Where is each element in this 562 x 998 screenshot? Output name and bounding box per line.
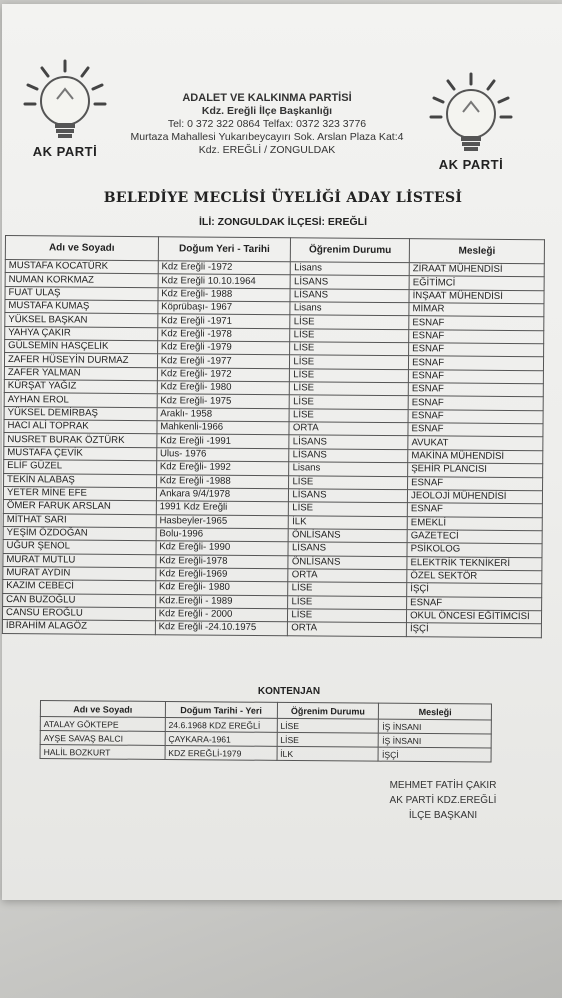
- cell-birth: Kdz Ereğli-1969: [156, 568, 289, 582]
- bulb-icon: [426, 72, 516, 156]
- cell-name: HALİL BOZKURT: [40, 745, 165, 760]
- cell-birth: 24.6.1968 KDZ EREĞLİ: [165, 717, 277, 732]
- logo-text: AK PARTİ: [32, 144, 98, 159]
- cell-birth: Kdz Ereğli -1991: [157, 434, 290, 448]
- cell-name: YÜKSEL DEMİRBAŞ: [4, 406, 157, 421]
- cell-education: LİSE: [277, 732, 379, 747]
- org-name: ADALET VE KALKINMA PARTİSİ: [182, 92, 352, 104]
- cell-name: UĞUR ŞENOL: [3, 540, 156, 555]
- cell-birth: Hasbeyler-1965: [156, 514, 289, 528]
- logo-text: AK PARTİ: [438, 157, 504, 172]
- cell-birth: Araklı- 1958: [157, 407, 290, 421]
- cell-birth: Kdz Ereğli -1988: [156, 474, 289, 488]
- cell-occupation: JEOLOJİ MÜHENDİSİ: [407, 490, 542, 504]
- cell-birth: Kdz Ereğli -1971: [157, 314, 290, 328]
- cell-name: MURAT AYDIN: [3, 566, 156, 581]
- cell-occupation: ZİRAAT MÜHENDİSİ: [409, 263, 544, 277]
- cell-name: CANSU EROĞLU: [2, 606, 155, 621]
- cell-occupation: ELEKTRİK TEKNİKERİ: [407, 556, 542, 570]
- cell-occupation: İNŞAAT MÜHENDİSİ: [409, 289, 544, 303]
- cell-birth: Kdz Ereğli-1978: [156, 554, 289, 568]
- signatory-org: AK PARTİ KDZ.EREĞLİ: [389, 795, 497, 806]
- cell-name: NUMAN KORKMAZ: [5, 273, 158, 288]
- cell-birth: Kdz Ereğli- 1990: [156, 541, 289, 555]
- cell-birth: Kdz Ereğli- 1975: [157, 394, 290, 408]
- cell-occupation: ESNAF: [407, 596, 542, 610]
- cell-name: CAN BUZOĞLU: [3, 593, 156, 608]
- cell-education: LİSANS: [289, 449, 408, 463]
- cell-occupation: ŞEHİR PLANCISI: [408, 463, 543, 477]
- cell-occupation: ESNAF: [408, 383, 543, 397]
- cell-name: YÜKSEL BAŞKAN: [5, 313, 158, 328]
- cell-occupation: ESNAF: [408, 369, 543, 383]
- cell-birth: 1991 Kdz Ereğli: [156, 501, 289, 515]
- cell-education: LİSE: [290, 328, 409, 342]
- cell-birth: Kdz Ereğli -1972: [158, 261, 291, 275]
- cell-birth: Kdz Ereğli - 2000: [155, 608, 288, 622]
- cell-education: Lisans: [291, 262, 410, 276]
- cell-name: ZAFER YALMAN: [4, 366, 157, 381]
- cell-occupation: ÖZEL SEKTÖR: [407, 570, 542, 584]
- cell-birth: Kdz Ereğli -1977: [157, 354, 290, 368]
- cell-education: LİSE: [288, 609, 407, 623]
- cell-education: LİSE: [277, 718, 379, 733]
- cell-education: LİSE: [290, 382, 409, 396]
- cell-occupation: PSİKOLOG: [407, 543, 542, 557]
- header-birth: Doğum Yeri - Tarihi: [158, 237, 291, 262]
- cell-occupation: GAZETECİ: [407, 530, 542, 544]
- cell-occupation: EĞİTİMCİ: [409, 276, 544, 290]
- cell-birth: Kdz Ereğli -24.10.1975: [155, 621, 288, 635]
- cell-birth: Kdz Ereğli -1979: [157, 341, 290, 355]
- letterhead: [112, 92, 422, 157]
- kontenjan-title: KONTENJAN: [257, 686, 321, 697]
- cell-name: ZAFER HÜSEYİN DURMAZ: [4, 353, 157, 368]
- cell-occupation: ESNAF: [409, 343, 544, 357]
- header-education: Öğrenim Durumu: [291, 238, 410, 263]
- cell-education: İLK: [277, 746, 379, 761]
- city-line: Kdz. EREĞLİ / ZONGULDAK: [198, 144, 336, 156]
- cell-name: YAHYA ÇAKIR: [5, 326, 158, 341]
- cell-name: MUSTAFA KOCATÜRK: [5, 260, 158, 275]
- cell-occupation: İŞ İNSANI: [379, 719, 492, 734]
- cell-birth: Kdz Ereğli- 1980: [155, 581, 288, 595]
- candidate-table: [2, 235, 545, 638]
- cell-occupation: ESNAF: [409, 329, 544, 343]
- cell-occupation: İŞÇİ: [407, 583, 542, 597]
- branch-name: Kdz. Ereğli İlçe Başkanlığı: [201, 105, 333, 117]
- cell-occupation: ESNAF: [408, 409, 543, 423]
- cell-occupation: ESNAF: [407, 503, 542, 517]
- cell-occupation: EMEKLİ: [407, 516, 542, 530]
- header-occupation: Mesleği: [409, 239, 544, 264]
- kontenjan-table: [40, 700, 492, 763]
- signatory-role: İLÇE BAŞKANI: [408, 810, 478, 821]
- cell-occupation: İŞÇİ: [406, 623, 541, 637]
- cell-name: GÜLSEMİN HASÇELİK: [5, 340, 158, 355]
- cell-occupation: İŞ İNSANI: [379, 733, 492, 748]
- cell-occupation: ESNAF: [408, 476, 543, 490]
- cell-name: MURAT MUTLU: [3, 553, 156, 568]
- cell-occupation: ESNAF: [409, 316, 544, 330]
- cell-occupation: AVUKAT: [408, 436, 543, 450]
- signatory-name: MEHMET FATİH ÇAKIR: [389, 780, 497, 791]
- cell-name: ELİF GÜZEL: [4, 460, 157, 475]
- cell-name: FUAT ULAŞ: [5, 286, 158, 301]
- header-education: Öğrenim Durumu: [277, 702, 379, 719]
- cell-name: ATALAY GÖKTEPE: [40, 717, 165, 732]
- cell-birth: Köprübaşı- 1967: [158, 301, 291, 315]
- cell-birth: KDZ EREĞLİ-1979: [165, 745, 277, 760]
- cell-education: ÖNLİSANS: [288, 555, 407, 569]
- cell-education: İLK: [289, 515, 408, 529]
- phone-line: Tel: 0 372 322 0864 Telfax: 0372 323 3776: [167, 118, 367, 130]
- cell-name: MUSTAFA KUMAŞ: [5, 300, 158, 315]
- cell-education: ORTA: [289, 422, 408, 436]
- cell-name: KÜRŞAT YAĞIZ: [4, 380, 157, 395]
- cell-occupation: ESNAF: [409, 356, 544, 370]
- cell-birth: Kdz Ereğli 10.10.1964: [158, 274, 291, 288]
- cell-education: LİSE: [290, 395, 409, 409]
- cell-education: ÖNLİSANS: [289, 529, 408, 543]
- cell-occupation: MAKİNA MÜHENDİSİ: [408, 449, 543, 463]
- address-line: Murtaza Mahallesi Yukarıbeycayırı Sok. Arslan Plaza Kat:4: [130, 131, 404, 143]
- cell-education: LİSE: [290, 368, 409, 382]
- document-subtitle: İLİ: ZONGULDAK İLÇESİ: EREĞLİ: [199, 216, 367, 228]
- cell-education: LİSE: [289, 475, 408, 489]
- cell-education: LİSE: [288, 595, 407, 609]
- cell-name: MİTHAT SARI: [3, 513, 156, 528]
- ak-parti-logo-right: [426, 72, 516, 172]
- cell-education: LİSANS: [288, 542, 407, 556]
- cell-name: NUSRET BURAK ÖZTÜRK: [4, 433, 157, 448]
- cell-education: LİSE: [289, 502, 408, 516]
- header-birth: Doğum Tarihi - Yeri: [165, 701, 277, 718]
- cell-name: HACI ALİ TOPRAK: [4, 420, 157, 435]
- header-name: Adı ve Soyadı: [5, 236, 158, 261]
- cell-birth: Kdz.Ereğli - 1989: [155, 594, 288, 608]
- cell-education: LİSE: [289, 409, 408, 423]
- cell-birth: ÇAYKARA-1961: [165, 731, 277, 746]
- cell-name: İBRAHİM ALAGÖZ: [2, 620, 155, 635]
- cell-education: LİSE: [290, 342, 409, 356]
- ak-parti-logo-left: [20, 59, 110, 159]
- cell-occupation: ESNAF: [408, 396, 543, 410]
- cell-birth: Bolu-1996: [156, 528, 289, 542]
- header-occupation: Mesleği: [379, 703, 492, 720]
- cell-occupation: ESNAF: [408, 423, 543, 437]
- cell-birth: Ulus- 1976: [156, 448, 289, 462]
- cell-name: YEŞİM ÖZDOĞAN: [3, 526, 156, 541]
- cell-education: ORTA: [288, 622, 407, 636]
- cell-name: AYHAN EROL: [4, 393, 157, 408]
- cell-name: MUSTAFA ÇEVİK: [4, 446, 157, 461]
- cell-education: LİSANS: [289, 489, 408, 503]
- cell-education: LİSE: [288, 582, 407, 596]
- cell-education: ORTA: [288, 569, 407, 583]
- cell-occupation: OKUL ÖNCESİ EĞİTİMCİSİ: [407, 610, 542, 624]
- header-name: Adı ve Soyadı: [40, 701, 165, 718]
- cell-education: LİSE: [290, 315, 409, 329]
- document-title: BELEDİYE MECLİSİ ÜYELİĞİ ADAY LİSTESİ: [103, 190, 463, 206]
- cell-birth: Ankara 9/4/1978: [156, 488, 289, 502]
- cell-birth: Kdz Ereğli- 1988: [158, 287, 291, 301]
- cell-birth: Kdz Ereğli- 1980: [157, 381, 290, 395]
- table-row: [40, 745, 491, 763]
- cell-birth: Mahkenli-1966: [157, 421, 290, 435]
- cell-education: LİSANS: [290, 275, 409, 289]
- cell-education: LİSANS: [290, 288, 409, 302]
- cell-name: KAZIM CEBECİ: [3, 580, 156, 595]
- cell-occupation: İŞÇİ: [378, 747, 491, 762]
- cell-birth: Kdz Ereğli- 1972: [157, 367, 290, 381]
- cell-birth: Kdz Ereğli -1978: [157, 327, 290, 341]
- cell-name: TEKİN ALABAŞ: [4, 473, 157, 488]
- cell-name: AYŞE SAVAŞ BALCI: [40, 731, 165, 746]
- cell-education: LİSE: [290, 355, 409, 369]
- cell-name: ÖMER FARUK ARSLAN: [3, 500, 156, 515]
- cell-education: Lisans: [289, 462, 408, 476]
- signature-block: [378, 778, 508, 823]
- cell-name: YETER MİNE EFE: [3, 486, 156, 501]
- cell-birth: Kdz Ereğli- 1992: [156, 461, 289, 475]
- cell-education: Lisans: [290, 302, 409, 316]
- bulb-icon: [20, 59, 110, 143]
- cell-occupation: MİMAR: [409, 303, 544, 317]
- cell-education: LİSANS: [289, 435, 408, 449]
